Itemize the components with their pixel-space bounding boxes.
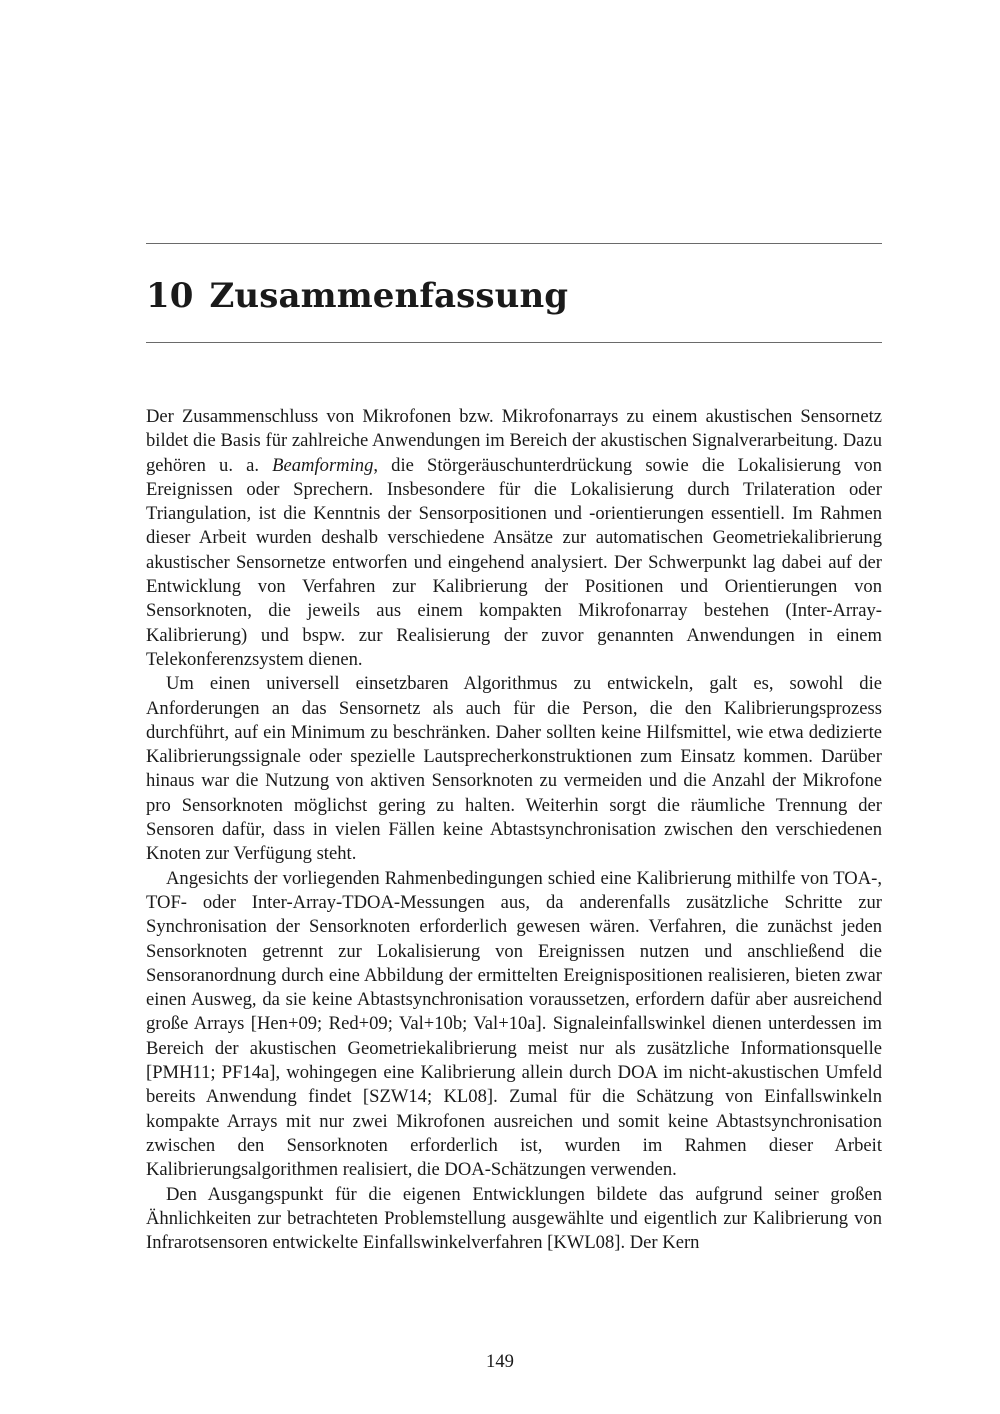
chapter-rule-bottom	[146, 342, 882, 343]
chapter-rule-top	[146, 243, 882, 244]
chapter-heading	[146, 272, 882, 320]
paragraph-1-before: Der Zusammenschluss von Mikrofonen bzw. Mikrofonarrays zu einem akustischen Sensornetz bildet die Basis für zahlreiche Anwendungen im Bereich der akustischen Signalverarbeitung. Dazu gehören u. a.	[146, 406, 882, 476]
paragraph-1-after: , die Störgeräuschunterdrückung sowie die Lokalisierung von Ereignissen oder Sprechern. Insbesondere für die Lokalisierung durch Trilateration oder Triangulation, ist die Kenntnis der Sensorpositionen und -orientierungen essentiell. Im Rahmen dieser Arbeit wurden deshalb verschiedene Ansätze zur automatischen Geometriekalibrierung akustischer Sensornetze entworfen und eingehend analysiert. Der Schwerpunkt lag dabei auf der Entwicklung von Verfahren zur Kalibrierung der Positionen und Orientierungen von Sensorknoten, die jeweils aus einem kompakten Mikrofonarray bestehen (Inter-Array-Kalibrierung) und bspw. zur Realisierung der zuvor genannten Anwendungen in einem Telekonferenzsystem dienen.	[146, 454, 882, 670]
chapter-title: Zusammenfassung	[209, 276, 569, 316]
paragraph-4: Den Ausgangspunkt für die eigenen Entwicklungen bildete das aufgrund seiner großen Ähnlichkeiten zur betrachteten Problemstellung ausgewählte und eigentlich zur Kalibrierung von Infrarotsensoren entwickelte Einfallswinkelverfahren [KWL08]. Der Kern	[146, 1183, 882, 1254]
paragraph-2: Um einen universell einsetzbaren Algorithmus zu entwickeln, galt es, sowohl die Anforderungen an das Sensornetz als auch für die Person, die den Kalibrierungsprozess durchführt, auf ein Minimum zu beschränken. Daher sollten keine Hilfsmittel, wie etwa dedizierte Kalibrierungssignale oder spezielle Lautsprecherkonstruktionen zum Einsatz kommen. Darüber hinaus war die Nutzung von aktiven Sensorknoten zu vermeiden und die Anzahl der Mikrofone pro Sensorknoten möglichst gering zu halten. Weiterhin sorgt die räumliche Trennung der Sensoren dafür, dass in vielen Fällen keine Abtastsynchronisation zwischen den verschiedenen Knoten zur Verfügung steht.	[146, 673, 882, 865]
paragraph-3: Angesichts der vorliegenden Rahmenbedingungen schied eine Kalibrierung mithilfe von TOA-, TOF- oder Inter-Array-TDOA-Messungen aus, da anderenfalls zusätzliche Schritte zur Synchronisation der Sensorknoten erforderlich gewesen wären. Verfahren, die zunächst jeden Sensorknoten getrennt zur Lokalisierung von Ereignissen nutzen und anschließend die Sensoranordnung durch eine Abbildung der ermittelten Ereignispositionen realisieren, bieten zwar einen Ausweg, da sie keine Abtastsynchronisation voraussetzen, erfordern dafür aber ausreichend große Arrays [Hen+09; Red+09; Val+10b; Val+10a]. Signaleinfallswinkel dienen unterdessen im Bereich der akustischen Geometriekalibrierung meist nur als zusätzliche Informationsquelle [PMH11; PF14a], wohingegen eine Kalibrierung allein durch DOA im nicht-akustischen Umfeld bereits Anwendung findet [SZW14; KL08]. Zumal für die Schätzung von Einfallswinkeln kompakte Arrays mit nur zwei Mikrofonen ausreichen und somit keine Abtastsynchronisation zwischen den Sensorknoten erforderlich ist, wurden im Rahmen dieser Arbeit Kalibrierungsalgorithmen realisiert, die DOA-Schätzungen verwenden.	[146, 867, 882, 1181]
body-text	[146, 405, 882, 1255]
page-number: 149	[486, 1351, 514, 1372]
paragraph-1-emphasis: Beamforming	[272, 454, 374, 476]
paragraph-1	[146, 405, 882, 672]
chapter-number: 10	[146, 276, 194, 316]
